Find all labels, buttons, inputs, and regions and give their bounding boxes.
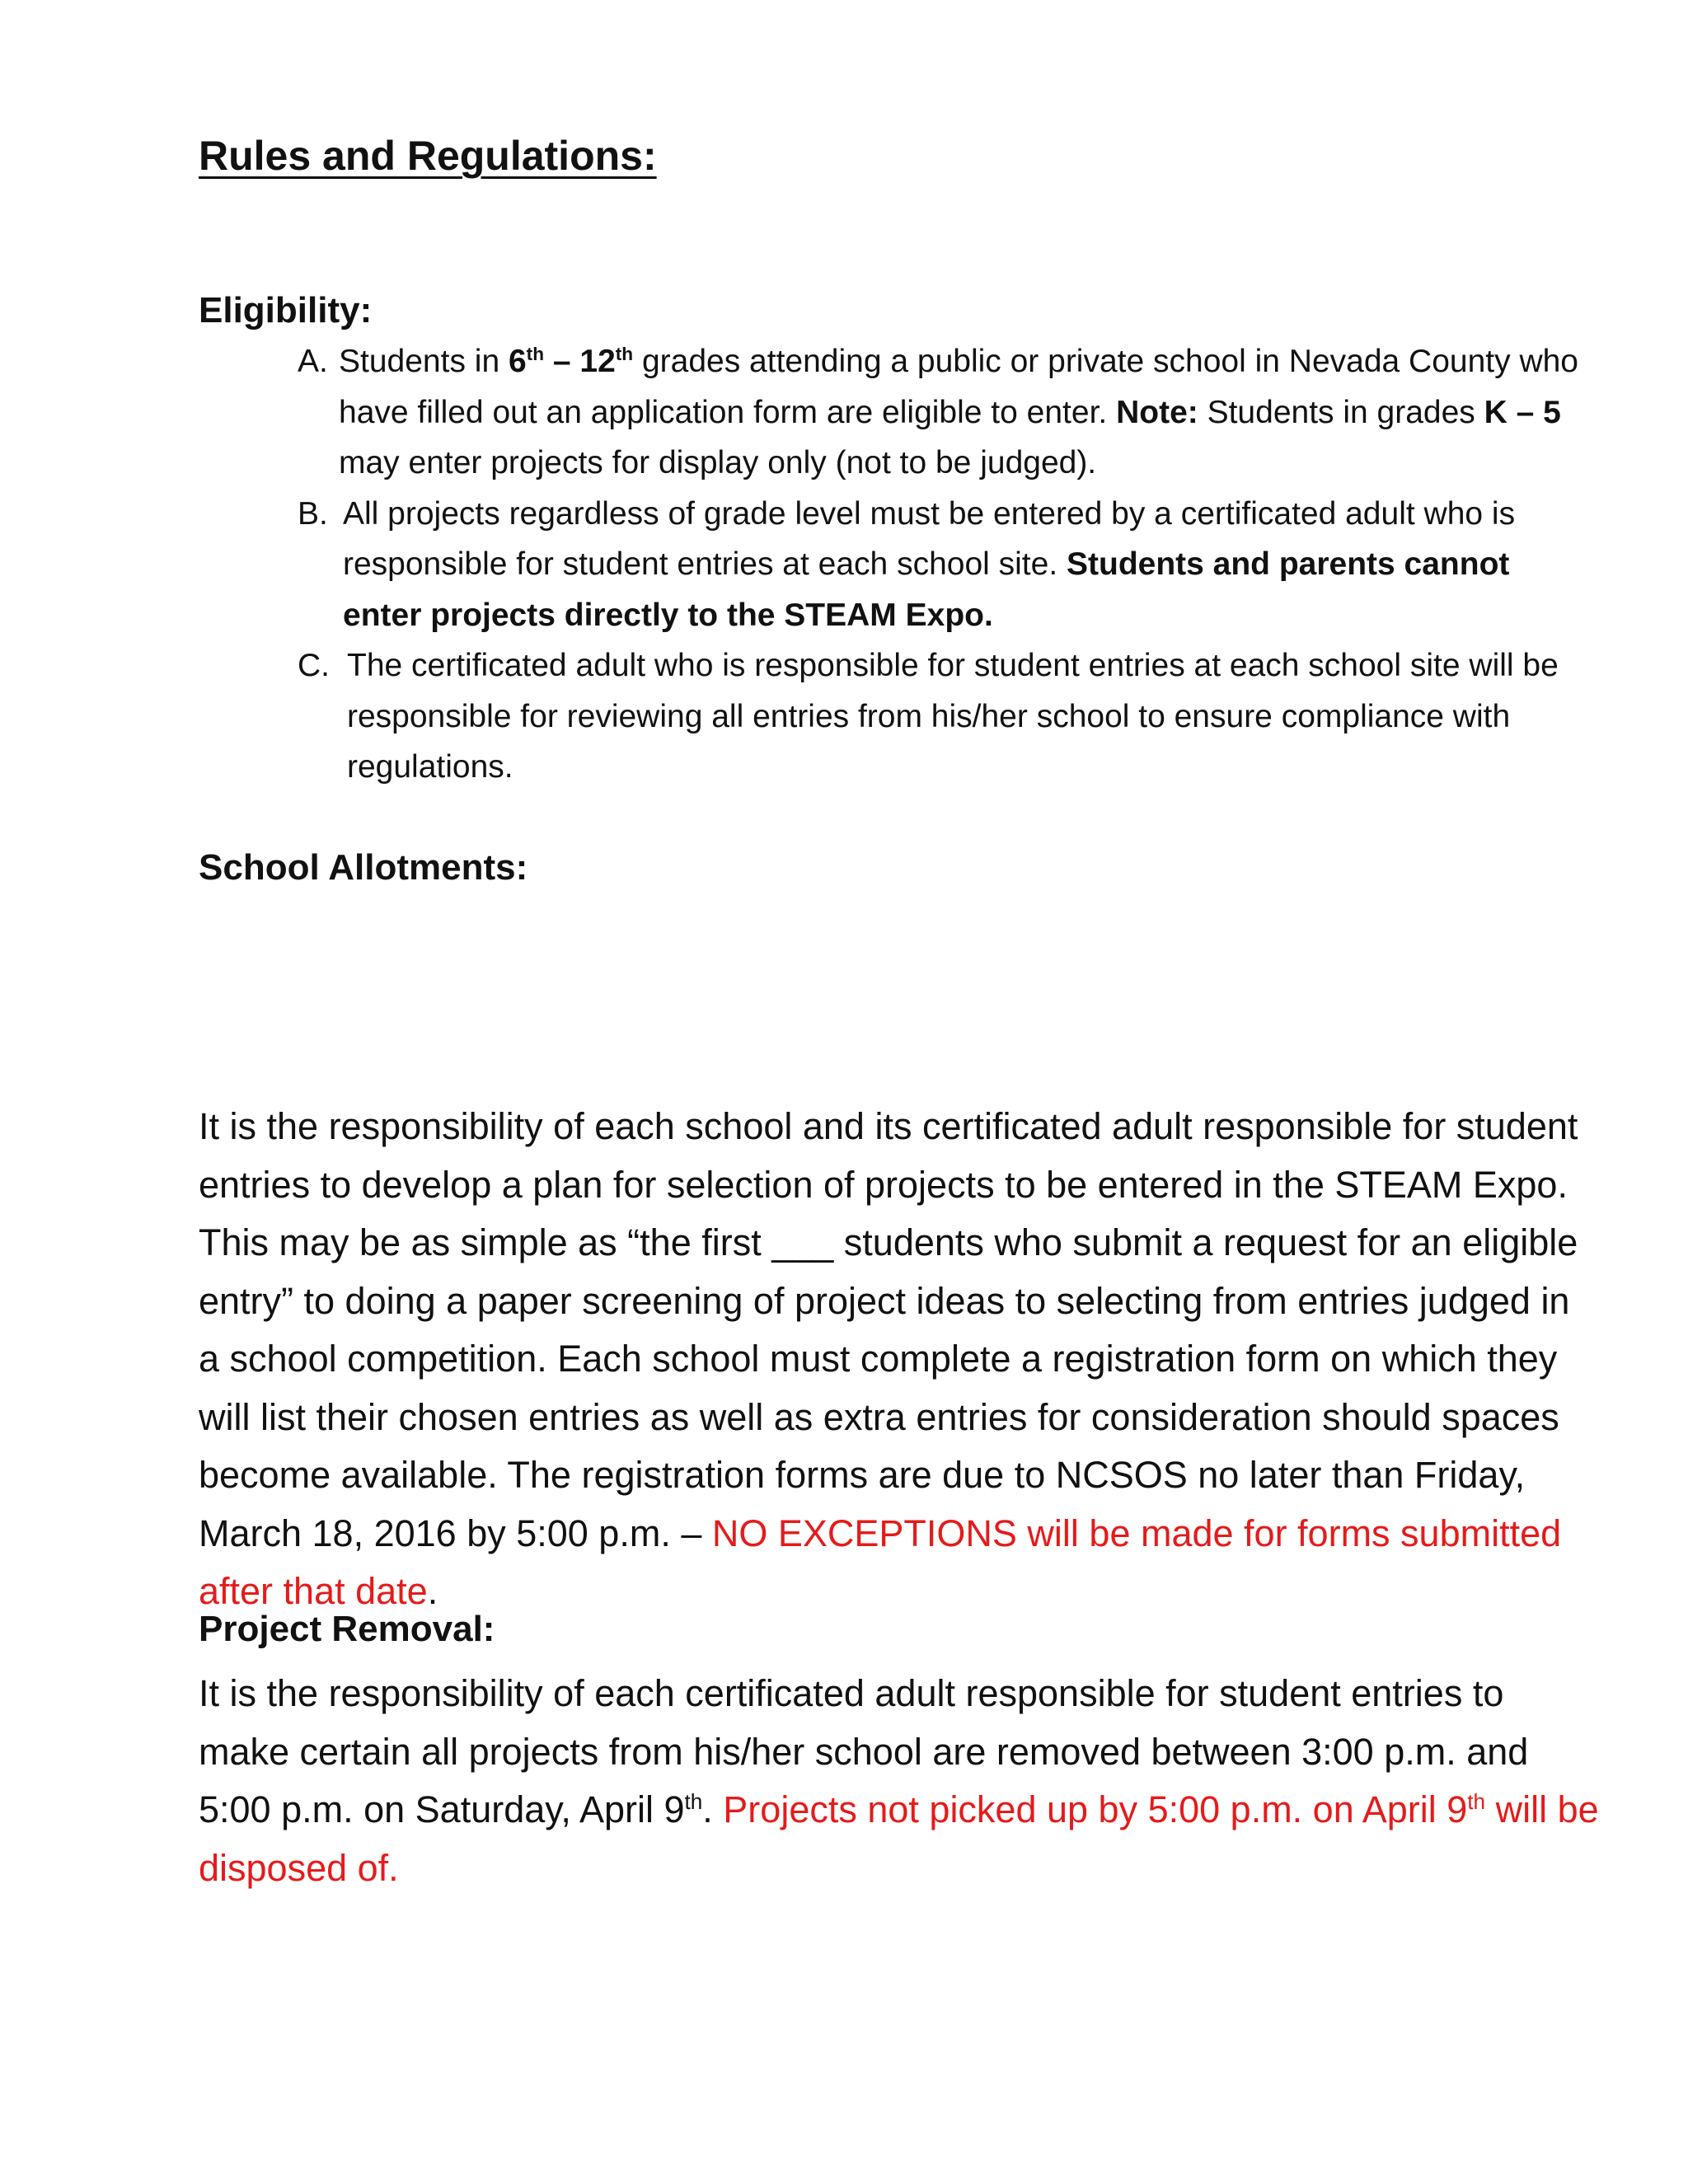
- document-page: [199, 132, 1600, 1889]
- removal-heading: Project Removal:: [199, 1609, 495, 1649]
- removal-paragraph: It is the responsibility of each certificated adult responsible for student entries to make certain all projects from his/her school are removed between 3:00 p.m. and 5:00 p.m. on Saturday, April 9th. Projects not picked up by 5:00 p.m. on April 9th will be disposed of.: [199, 1672, 1599, 1889]
- list-item: B. All projects regardless of grade level must be entered by a certificated adult who is responsible for student entries at each school site. Students and parents cannot enter projects directly to the STEAM Expo.: [298, 489, 1583, 641]
- note-label: Note:: [1116, 394, 1198, 430]
- eligibility-list: [298, 336, 1583, 793]
- deadline-warning: NO EXCEPTIONS will be made for forms submitted after that date: [199, 1511, 1562, 1612]
- list-marker: B.: [298, 495, 328, 532]
- list-item: A. Students in 6th – 12th grades attending a public or private school in Nevada County who have filled out an application form are eligible to enter. Note: Students in grades K – 5 may enter projects for display only (not to be judged).: [298, 336, 1583, 489]
- eligibility-heading: Eligibility:: [199, 290, 373, 330]
- page-title: Rules and Regulations:: [199, 133, 657, 179]
- disposal-warning: Projects not picked up by 5:00 p.m. on April 9th will be disposed of.: [199, 1788, 1599, 1889]
- list-marker: A.: [298, 344, 328, 379]
- allotments-heading: School Allotments:: [199, 847, 528, 888]
- list-item: C. The certificated adult who is responsible for student entries at each school site will be responsible for reviewing all entries from his/her school to ensure compliance with regulations.: [298, 640, 1583, 793]
- list-marker: C.: [298, 648, 330, 683]
- eligibility-section: [199, 290, 1583, 793]
- allotments-paragraph: It is the responsibility of each school and its certificated adult responsible for student entries to develop a plan for selection of projects to be entered in the STEAM Expo. This may be as simple as “the first ___ students who submit a request for an eligible entry” to doing a paper screening of project ideas to selecting from entries judged in a school competition. Each school must complete a registration form on which they will list their chosen entries as well as extra entries for consideration should spaces become available. The registration forms are due to NCSOS no later than Friday, March 18, 2016 by 5:00 p.m. – NO EXCEPTIONS will be made for forms submitted after that date.: [199, 1105, 1578, 1612]
